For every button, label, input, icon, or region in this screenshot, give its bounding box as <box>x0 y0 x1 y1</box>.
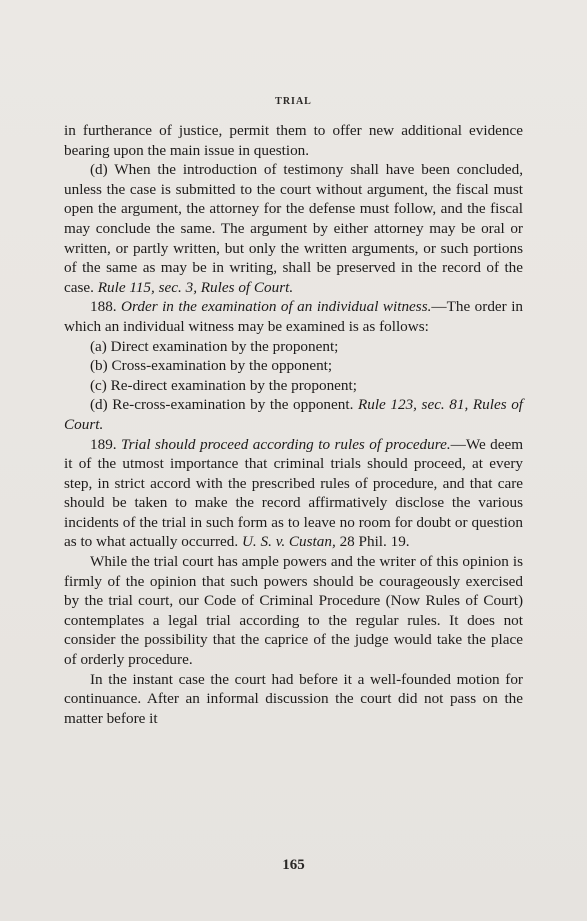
list-item: (c) Re-direct examination by the proponent; <box>90 376 357 394</box>
paragraph-text: While the trial court has ample powers and the writer of this opinion is firmly of the opinion that such powers should be courageously exercised by the trial court, our Code of Criminal Procedure (Now Rules of Court) contemplates a legal trial according to the regular rules. It does not consider the possibility that the caprice of the judge would take the place of orderly procedure. <box>64 553 523 669</box>
case-name: U. S. v. Custan, <box>241 533 336 551</box>
running-header: TRIAL <box>275 96 312 107</box>
section-189 <box>64 435 523 553</box>
section-188 <box>64 297 523 336</box>
paragraph-text: In the instant case the court had before it a well-founded motion for continuance. After an informal discussion the court did not pass on the matter before it <box>64 670 523 727</box>
section-number: 189. <box>90 435 117 453</box>
paragraph-instant <box>64 670 523 729</box>
citation: Rule 123, sec. 81, Rules of Court. <box>64 396 524 433</box>
citation: Rule 115, sec. 3, Rules of Court. <box>97 278 294 296</box>
section-text: —We deem it of the utmost importance that criminal trials should proceed, at every step, in strict accord with the prescribed rules of procedure, and that care should be taken to make the record affirmatively disclose the various incidents of the trial in such form as to leave no room for doubt or question as to what actually occurred. <box>64 435 524 551</box>
section-number: 188. <box>90 298 117 316</box>
section-text: —The order in which an individual witness may be examined is as follows: <box>64 298 524 335</box>
list-item-last <box>64 395 523 434</box>
section-heading: Trial should proceed according to rules of procedure. <box>121 435 451 453</box>
case-reference: 28 Phil. 19. <box>339 533 410 551</box>
paragraph-d <box>64 160 523 297</box>
paragraph-while <box>64 552 523 670</box>
paragraph-continued <box>64 121 523 160</box>
paragraph-text: (d) When the introduction of testimony shall have been concluded, unless the case is submitted to the court without argument, the fiscal must open the argument, the attorney for the defense must follow, and the fiscal may conclude the same. The argument by either attorney may be oral or written, or partly written, but only the written arguments, or such portions of the same as may be in writing, shall be preserved in the record of the case. <box>64 161 523 296</box>
page-number: 165 <box>282 857 305 873</box>
paragraph-text: in furtherance of justice, permit them to offer new additional evidence bearing upon the main issue in question. <box>64 122 523 159</box>
list-item: (a) Direct examination by the proponent; <box>90 337 339 355</box>
section-heading: Order in the examination of an individual witness. <box>121 298 432 316</box>
list-item: (b) Cross-examination by the opponent; <box>90 357 333 375</box>
list-item-text: (d) Re-cross-examination by the opponent. <box>90 396 354 414</box>
body-text <box>64 121 523 728</box>
